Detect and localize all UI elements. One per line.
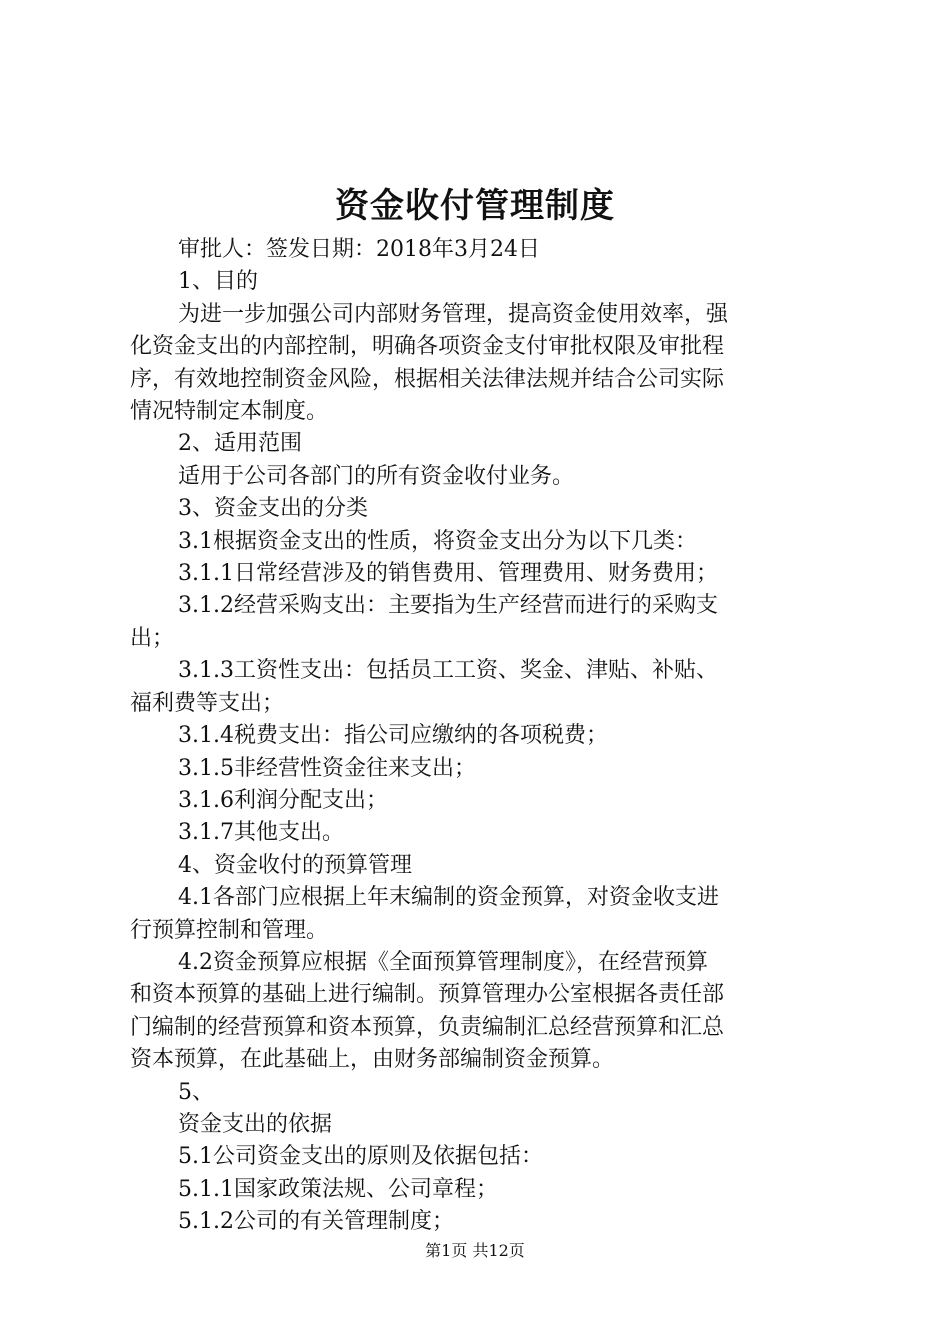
approval-line: 审批人：签发日期：2018年3月24日 — [178, 237, 540, 262]
paragraph-line: 资本预算，在此基础上，由财务部编制资金预算。 — [130, 1047, 615, 1073]
paragraph-line: 情况特制定本制度。 — [130, 399, 329, 425]
paragraph-line: 行预算控制和管理。 — [130, 917, 329, 943]
paragraph-line: 3.1.3工资性支出：包括员工工资、奖金、津贴、补贴、 — [178, 658, 718, 684]
paragraph-line: 出； — [130, 625, 175, 651]
paragraph-line: 3.1.5非经营性资金往来支出； — [178, 755, 476, 781]
paragraph-line: 序，有效地控制资金风险，根据相关法律法规并结合公司实际 — [130, 366, 725, 392]
paragraph-line: 适用于公司各部门的所有资金收付业务。 — [178, 463, 575, 489]
section-heading: 5、 — [178, 1079, 214, 1105]
paragraph-line: 化资金支出的内部控制，明确各项资金支付审批权限及审批程 — [130, 334, 725, 360]
section-heading: 4、资金收付的预算管理 — [178, 852, 412, 878]
paragraph-line: 福利费等支出； — [130, 690, 285, 716]
paragraph-line: 4.1各部门应根据上年末编制的资金预算，对资金收支进 — [178, 885, 719, 911]
paragraph-line: 3.1.1日常经营涉及的销售费用、管理费用、财务费用； — [178, 561, 718, 587]
paragraph-line: 3.1.7其他支出。 — [178, 820, 344, 846]
paragraph-line: 3.1.4税费支出：指公司应缴纳的各项税费； — [178, 723, 608, 749]
paragraph-line: 5.1.2公司的有关管理制度； — [178, 1209, 454, 1235]
paragraph-line: 门编制的经营预算和资本预算，负责编制汇总经营预算和汇总 — [130, 1014, 725, 1040]
section-heading: 资金支出的依据 — [178, 1111, 333, 1137]
page-number: 第1页 共12页 — [425, 1241, 525, 1260]
document-body — [130, 234, 832, 1239]
paragraph-line: 4.2资金预算应根据《全面预算管理制度》，在经营预算 — [178, 949, 708, 975]
paragraph-line: 为进一步加强公司内部财务管理，提高资金使用效率，强 — [178, 301, 729, 327]
section-heading: 2、适用范围 — [178, 431, 302, 457]
paragraph-line: 和资本预算的基础上进行编制。预算管理办公室根据各责任部 — [130, 982, 725, 1008]
paragraph-line: 5.1公司资金支出的原则及依据包括： — [178, 1144, 543, 1170]
document-title: 资金收付管理制度 — [335, 186, 615, 226]
paragraph-line: 3.1.2经营采购支出：主要指为生产经营而进行的采购支 — [178, 593, 718, 619]
section-heading: 3、资金支出的分类 — [178, 496, 368, 522]
paragraph-line: 3.1.6利润分配支出； — [178, 787, 388, 813]
paragraph-line: 5.1.1国家政策法规、公司章程； — [178, 1176, 498, 1202]
section-heading: 1、目的 — [178, 269, 258, 295]
paragraph-line: 3.1根据资金支出的性质，将资金支出分为以下几类： — [178, 528, 697, 554]
